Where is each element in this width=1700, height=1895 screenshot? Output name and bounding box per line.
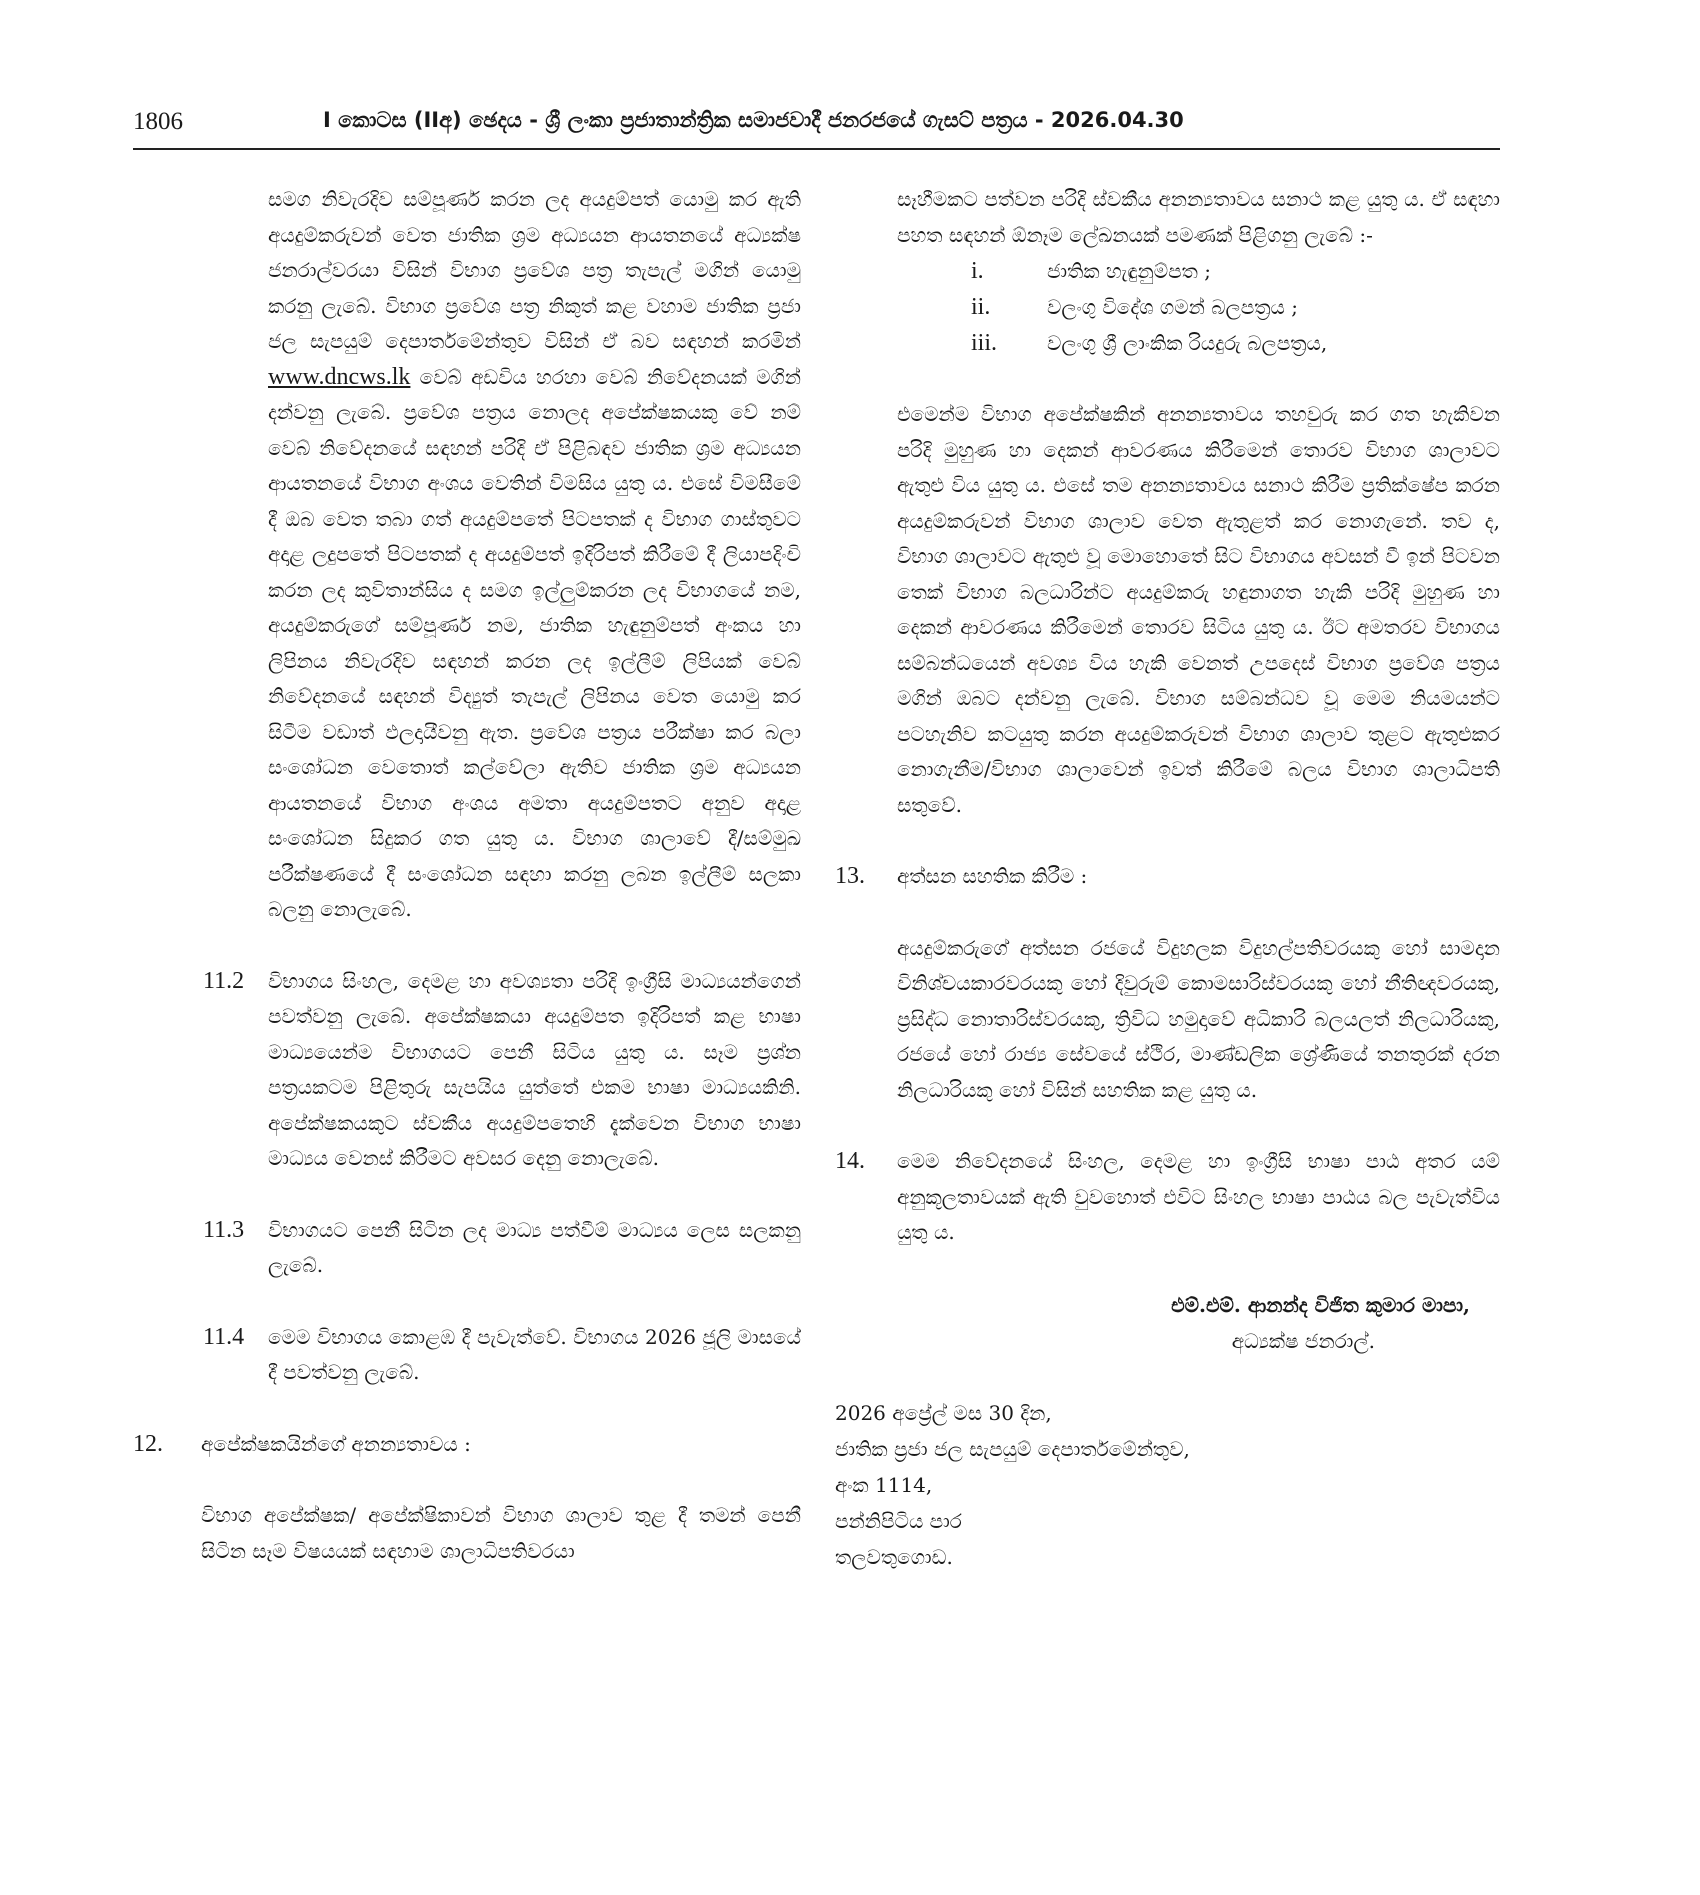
identity-continuation: සෑහීමකට පත්වන පරිදි ස්වකීය අනන්‍යතාවය සනාථ කළ යුතු ය. ඒ සඳහා පහත සඳහන් ඕනෑම ලේඛනයක් පමණක් පිළිගනු ලැබේ :-: [897, 187, 1500, 247]
address-line: පන්නිපිටිය පාර: [835, 1508, 962, 1533]
section-number: 14.: [835, 1148, 865, 1174]
section-12-text: විභාග අපේක්ෂක/ අපේක්ෂිකාවන් විභාග ශාලාව තුළ දී තමන් පෙනී සිටින සෑම විෂයයක් සඳහාම ශාලාධිපතිවරයා: [201, 1503, 801, 1563]
section-number: 11.4: [203, 1323, 245, 1350]
admission-card-paragraph: [268, 182, 801, 928]
section-text: මෙම නිවේදනයේ සිංහල, දෙමළ හා ඉංග්‍රීසි භාෂා පාඨ අතර යම් අනුකූලතාවයක් ඇති වුවහොත් එවිට සිංහල භාෂා පාඨය බල පැවැත්විය යුතු ය.: [897, 1149, 1500, 1244]
section-title: අපේක්ෂකයින්ගේ අනන්‍යතාවය :: [201, 1431, 471, 1456]
section-number: 11.3: [203, 1216, 245, 1243]
left-column: [133, 182, 801, 1569]
section-text: විභාගයට පෙනී සිටින ලද මාධ්‍ය පත්වීම් මාධ්‍යය ලෙස සලකනු ලැබේ.: [268, 1217, 801, 1277]
admission-text-start: සමග නිවැරදිව සම්පූර්ණ කරන ලද අයදුම්පත් යොමු කර ඇති අයදුම්කරුවන් වෙත ජාතික ශ්‍රම අධ්‍යයන ආයතනයේ අධ්‍යක්ෂ ජනරාල්වරයා විසින් විභාග ප්‍රවේශ පත්‍ර තැපැල් මගින් යොමු කරනු ලැබේ. විභාග ප්‍රවේශ පත්‍ර නිකුත් කළ වහාම ජාතික ප්‍රජා ජල සැපයුම් දෙපාර්තමේන්තුව විසින් ඒ බව සඳහන් කරමින්: [268, 187, 801, 353]
section-11-2: [133, 964, 801, 1177]
list-item: iii. වලංගු ශ්‍රී ලාංකික රියදුරු බලපත්‍රය,: [971, 330, 1328, 356]
page-header: [133, 108, 1500, 148]
section-text: විභාගය සිංහල, දෙමළ හා අවශ්‍යතා පරිදි ඉංග්‍රීසි මාධ්‍යයන්ගෙන් පවත්වනු ලැබේ. අපේක්ෂකයා අයදුම්පත ඉදිරිපත් කළ භාෂා මාධ්‍යයෙන්ම විභාගයට පෙනී සිටිය යුතු ය. සෑම ප්‍රශ්න පත්‍රයකටම පිළිතුරු සැපයිය යුත්තේ එකම භාෂා මාධ්‍යයකිනි. අපේක්ෂකයකුට ස්වකීය අයදුම්පතෙහි දැක්වෙන විභාග භාෂා මාධ්‍යය වෙනස් කිරීමට අවසර දෙනු නොලැබේ.: [268, 968, 801, 1170]
id-document-list: [835, 253, 1500, 361]
section-11-3: [133, 1213, 801, 1284]
right-column: [835, 182, 1500, 1575]
section-12: [133, 1427, 801, 1463]
section-number: 12.: [133, 1430, 163, 1457]
section-13-text: අයදුම්කරුගේ අත්සන රජයේ විදුහලක විදුහල්පතිවරයකු හෝ සාමදාන විනිශ්චයකාරවරයකු හෝ දිවුරුම් කොමසාරිස්වරයකු හෝ නීතිඥවරයකු, ප්‍රසිද්ධ නොතාරිස්වරයකු, ත්‍රිවිධ හමුදාවේ අධිකාරි බලයලත් නිලධාරියකු, රජයේ හෝ රාජ්‍ය සේවයේ ස්ථිර, මාණ්ඩලික ශ්‍රේණියේ තනතුරක් දරන නිලධාරියකු හෝ විසින් සහතික කළ යුතු ය.: [897, 935, 1500, 1102]
address-block: [835, 1395, 1500, 1575]
address-line: 2026 අප්‍රේල් මස 30 දින,: [835, 1400, 1052, 1425]
section-number: 11.2: [203, 967, 245, 994]
section-title: අත්සන සහතික කිරීම :: [897, 864, 1088, 888]
section-13: [835, 859, 1500, 895]
address-line: ජාතික ප්‍රජා ජල සැපයුම් දෙපාර්තමේන්තුව,: [835, 1436, 1190, 1461]
address-line: අංක 1114,: [835, 1472, 933, 1497]
page-number: 1806: [133, 108, 183, 135]
gazette-header-title: I කොටස (IIඅ) ඡෙදය - ශ්‍රී ලංකා ප්‍රජාතාන්ත්‍රික සමාජවාදී ජනරජයේ ගැසට් පත්‍රය - 2026.04.30: [323, 108, 1184, 132]
section-number: 13.: [835, 863, 865, 889]
list-item: i. ජාතික හැඳුනුම්පත ;: [971, 258, 1211, 284]
admission-text-end: වෙබ් අඩවිය හරහා වෙබ් නිවේදනයක් මගින් දන්වනු ලැබේ. ප්‍රවේශ පත්‍රය නොලද අපේක්ෂකයකු වේ නම් වෙබ් නිවේදනයේ සඳහන් පරිදි ඒ පිළිබඳව ජාතික ශ්‍රම අධ්‍යයන ආයතනයේ විභාග අංශය වෙතින් විමසිය යුතු ය. එසේ විමසීමේ දී ඔබ වෙත තබා ගත් අයදුම්පතේ පිටපතක් ද විභාග ගාස්තුවට අදාළ ලදුපතේ පිටපතක් ද අයදුම්පත් ඉදිරිපත් කිරීමේ දී ලියාපදිංචි කරන ලද කුවිතාන්සිය ද සමග ඉල්ලුම්කරන ලද විභාගයේ නම, අයදුම්කරුගේ සම්පූර්ණ නම, ජාතික හැඳුනුම්පත් අංකය හා ලිපිනය නිවැරදිව සඳහන් කරන ලද ඉල්ලීම් ලිපියක් වෙබ් නිවේදනයේ සඳහන් විද්‍යුත් තැපැල් ලිපිනය වෙත යොමු කර සිටීම වඩාත් ඵලදායීවනු ඇත. ප්‍රවේශ පත්‍රය පරීක්ෂා කර බලා සංශෝධන වෙතොත් කල්වේලා ඇතිව ජාතික ශ්‍රම අධ්‍යයන ආයතනයේ විභාග අංශය අමතා අයදුම්පතට අනුව අදාළ සංශෝධන සිදුකර ගත යුතු ය. විභාග ශාලාවේ දී/සම්මුඛ පරීක්ෂණයේ දී සංශෝධන සඳහා කරනු ලබන ඉල්ලීම් සලකා බලනු නොලැබේ.: [268, 364, 801, 921]
header-divider: [133, 148, 1500, 150]
section-14: [835, 1144, 1500, 1251]
list-item: ii. වලංගු විදේශ ගමන් බලපත්‍රය ;: [971, 294, 1299, 320]
signatory-name: එම්.එම්. ආනන්ද විජිත කුමාර මාපා,: [1171, 1292, 1470, 1317]
section-11-4: [133, 1320, 801, 1391]
identity-rules-paragraph: එමෙන්ම විභාග අපේක්ෂකින් අනන්‍යතාවය තහවුරු කර ගත හැකිවන පරිදි මුහුණ හා දෙකන් ආවරණය කිරීමෙන් තොරව විභාග ශාලාවට ඇතුළු විය යුතු ය. එසේ තම අනන්‍යතාවය සනාථ කිරීම ප්‍රතික්ෂේප කරන අයදුම්කරුවන් විභාග ශාලාව වෙත ඇතුළත් කර නොගැනේ. තව ද, විභාග ශාලාවට ඇතුළු වූ මොහොතේ සිට විභාගය අවසන් වී ඉන් පිටවන තෙක් විභාග බලධාරින්ට අයදුම්කරු හඳුනාගත හැකි පරිදි මුහුණ හා දෙකන් ආවරණය කිරීමෙන් තොරව සිටිය යුතු ය. ඊට අමතරව විභාගය සම්බන්ධයෙන් අවශ්‍ය විය හැකි වෙනත් උපදෙස් විභාග ප්‍රවේශ පත්‍රය මගින් ඔබට දන්වනු ලැබේ. විභාග සම්බන්ධව වූ මෙම නියමයන්ට පටහැනිව කටයුතු කරන අයදුම්කරුවන් විභාග ශාලාව තුළට ඇතුළුකර නොගැනීම/විභාග ශාලාවෙන් ඉවත් කිරීමේ බලය විභාග ශාලාධිපති සතුවේ.: [897, 402, 1500, 817]
address-line: තලවතුගොඩ.: [835, 1544, 953, 1569]
section-text: මෙම විභාගය කොළඹ දී පැවැත්වේ. විභාගය 2026 ජූලි මාසයේ දී පවත්වනු ලැබේ.: [268, 1324, 801, 1384]
signatory-title: අධ්‍යක්ෂ ජනරාල්.: [1231, 1328, 1375, 1353]
website-link[interactable]: www.dncws.lk: [268, 363, 411, 390]
